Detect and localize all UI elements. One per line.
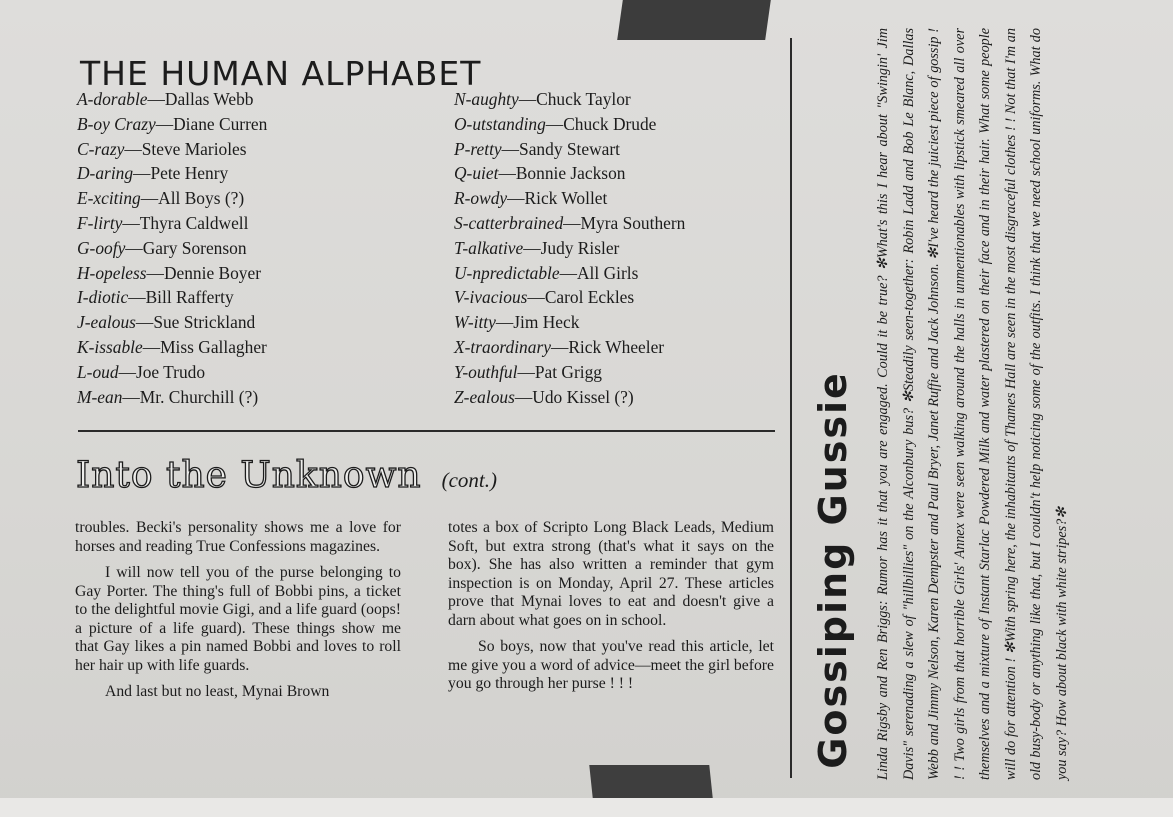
alphabet-prefix: G-oofy (77, 237, 126, 258)
alphabet-prefix: Z-ealous (454, 386, 515, 407)
alphabet-entry (454, 360, 685, 385)
alphabet-prefix: D-aring (77, 163, 134, 184)
into-the-unknown-heading (76, 455, 497, 496)
alphabet-entry (454, 112, 685, 137)
gossiping-gussie-title: Gossiping Gussie (811, 371, 855, 769)
alphabet-entry (77, 285, 267, 310)
alphabet-prefix: A-dorable (77, 89, 148, 109)
alphabet-entry (77, 137, 267, 162)
alphabet-entry (77, 261, 267, 286)
alphabet-entry (454, 335, 685, 360)
into-the-unknown-title: Into the Unknown (76, 455, 422, 496)
alphabet-right-column (454, 87, 685, 409)
alphabet-prefix: P-retty (454, 138, 502, 159)
alphabet-name: —Mr. Churchill (?) (122, 386, 259, 407)
tape-top (617, 0, 771, 40)
alphabet-name: —Steve Marioles (124, 138, 247, 159)
alphabet-name: —Carol Eckles (527, 287, 635, 308)
alphabet-prefix: C-razy (77, 138, 125, 159)
alphabet-entry (77, 87, 267, 112)
alphabet-entry (454, 211, 685, 236)
alphabet-entry (77, 236, 267, 261)
alphabet-entry (454, 137, 685, 162)
alphabet-name: —Rick Wollet (507, 188, 608, 209)
alphabet-prefix: O-utstanding (454, 113, 546, 134)
alphabet-name: —Pete Henry (133, 163, 229, 184)
alphabet-name: —Pat Grigg (517, 361, 602, 382)
gossip-text-rotated (871, 28, 1083, 780)
alphabet-entry (454, 310, 685, 335)
alphabet-prefix: Y-outhful (454, 361, 518, 382)
alphabet-entry (454, 186, 685, 211)
alphabet-prefix: E-xciting (77, 188, 141, 209)
alphabet-entry (454, 385, 685, 410)
alphabet-prefix: I-diotic (77, 287, 129, 308)
alphabet-prefix: T-alkative (454, 237, 524, 258)
alphabet-name: —Joe Trudo (118, 361, 206, 382)
alphabet-name: —Udo Kissel (?) (514, 386, 634, 407)
alphabet-prefix: Q-uiet (454, 163, 499, 184)
gossip-column (862, 28, 1092, 780)
alphabet-left-column (77, 87, 267, 409)
continued-label: (cont.) (441, 468, 497, 492)
alphabet-entry (454, 87, 685, 112)
alphabet-entry (77, 186, 267, 211)
article-column-left (75, 519, 401, 710)
alphabet-entry (454, 161, 685, 186)
alphabet-prefix: J-ealous (77, 312, 136, 333)
alphabet-name: —Chuck Taylor (518, 89, 631, 109)
article-paragraph: And last but no least, Mynai Brown (105, 683, 330, 700)
alphabet-prefix: S-catterbrained (454, 212, 564, 233)
alphabet-prefix: L-oud (77, 361, 119, 382)
alphabet-prefix: H-opeless (77, 262, 147, 283)
alphabet-entry (77, 211, 267, 236)
alphabet-name: —All Boys (?) (140, 188, 245, 209)
alphabet-name: —Thyra Caldwell (122, 212, 249, 233)
column-divider (790, 38, 792, 778)
alphabet-entry (454, 261, 685, 286)
alphabet-name: —Jim Heck (495, 312, 580, 333)
alphabet-prefix: K-issable (77, 336, 143, 357)
alphabet-prefix: M-ean (77, 386, 123, 407)
alphabet-name: —Dennie Boyer (146, 262, 262, 283)
alphabet-name: —Dallas Webb (147, 89, 254, 109)
alphabet-name: —All Girls (559, 262, 639, 283)
gossip-paragraph: Linda Rigsby and Ren Briggs: Rumor has it that you are engaged. Could it be true? ✻What's this I hear about "Swingin' Jim Davis" serenading a slew of "hillbillies" on the Alconbury bus? ✻Steadily seen-together: Robin Ladd and Bob Le Blanc, Dallas Webb and Jimmy Nelson, Karen Dempster and Paul Bryer, Janet Ruffie and Jack Johnson. ✻I've heard the juiciest piece of gossip ! ! ! Two girls from that horrible Girls' Annex were seen walking around the halls in unmentionables with lipstick smeared all over themselves and a mixture of Instant Starlac Powdered Milk and water plastered on their face and in their hair. What some people will do for attention ! ✻With spring here, the inhabitants of Thames Hall are seen in the most disgraceful clothes ! ! Not that I'm an old busy-body or anything like that, but I couldn't help noticing some of the outfits. I think that we need school uniforms. What do you say? How about black with white stripes?✻ (875, 28, 1070, 780)
alphabet-entry (454, 285, 685, 310)
article-paragraph: So boys, now that you've read this article, let me give you a word of advice—meet the girl before you go through her purse ! ! ! (448, 638, 774, 692)
alphabet-entry (77, 112, 267, 137)
alphabet-name: —Bonnie Jackson (498, 163, 626, 184)
alphabet-entry (77, 310, 267, 335)
alphabet-prefix: N-aughty (454, 89, 519, 109)
alphabet-name: —Gary Sorenson (125, 237, 247, 258)
alphabet-prefix: R-owdy (454, 188, 508, 209)
alphabet-name: —Sandy Stewart (501, 138, 620, 159)
alphabet-name: —Sue Strickland (135, 312, 256, 333)
alphabet-name: —Bill Rafferty (128, 287, 234, 308)
alphabet-entry (77, 335, 267, 360)
alphabet-prefix: V-ivacious (454, 287, 528, 308)
alphabet-entry (454, 236, 685, 261)
article-column-right (448, 519, 774, 702)
alphabet-prefix: U-npredictable (454, 262, 560, 283)
alphabet-name: —Myra Southern (563, 212, 686, 233)
gossip-title-area (808, 365, 858, 775)
alphabet-name: —Chuck Drude (545, 113, 657, 134)
alphabet-name: —Rick Wheeler (550, 336, 665, 357)
human-alphabet-title: THE HUMAN ALPHABET (80, 54, 482, 94)
alphabet-entry (77, 161, 267, 186)
article-paragraph: I will now tell you of the purse belonging to Gay Porter. The thing's full of Bobbi pins, a ticket to the delightful movie Gigi, and a life guard (oops! a picture of a life guard). These things show me that Gay likes a pin named Bobbi and loves to roll her hair up with life guards. (75, 564, 401, 674)
alphabet-prefix: X-traordinary (454, 336, 551, 357)
alphabet-entry (77, 385, 267, 410)
alphabet-prefix: W-itty (454, 312, 496, 333)
paper-bottom-edge (0, 798, 1173, 817)
section-divider (78, 430, 775, 432)
alphabet-name: —Miss Gallagher (142, 336, 267, 357)
alphabet-prefix: B-oy Crazy (77, 113, 156, 134)
article-paragraph: troubles. Becki's personality shows me a love for horses and reading True Confessions magazines. (75, 519, 401, 555)
alphabet-prefix: F-lirty (77, 212, 123, 233)
alphabet-name: —Diane Curren (155, 113, 268, 134)
alphabet-name: —Judy Risler (523, 237, 620, 258)
alphabet-entry (77, 360, 267, 385)
article-paragraph: totes a box of Scripto Long Black Leads, Medium Soft, but extra strong (that's what it says on the box). She has also written a reminder that gym inspection is on Monday, April 27. These articles prove that Mynai loves to eat and doesn't give a darn about what goes on in school. (448, 519, 774, 629)
